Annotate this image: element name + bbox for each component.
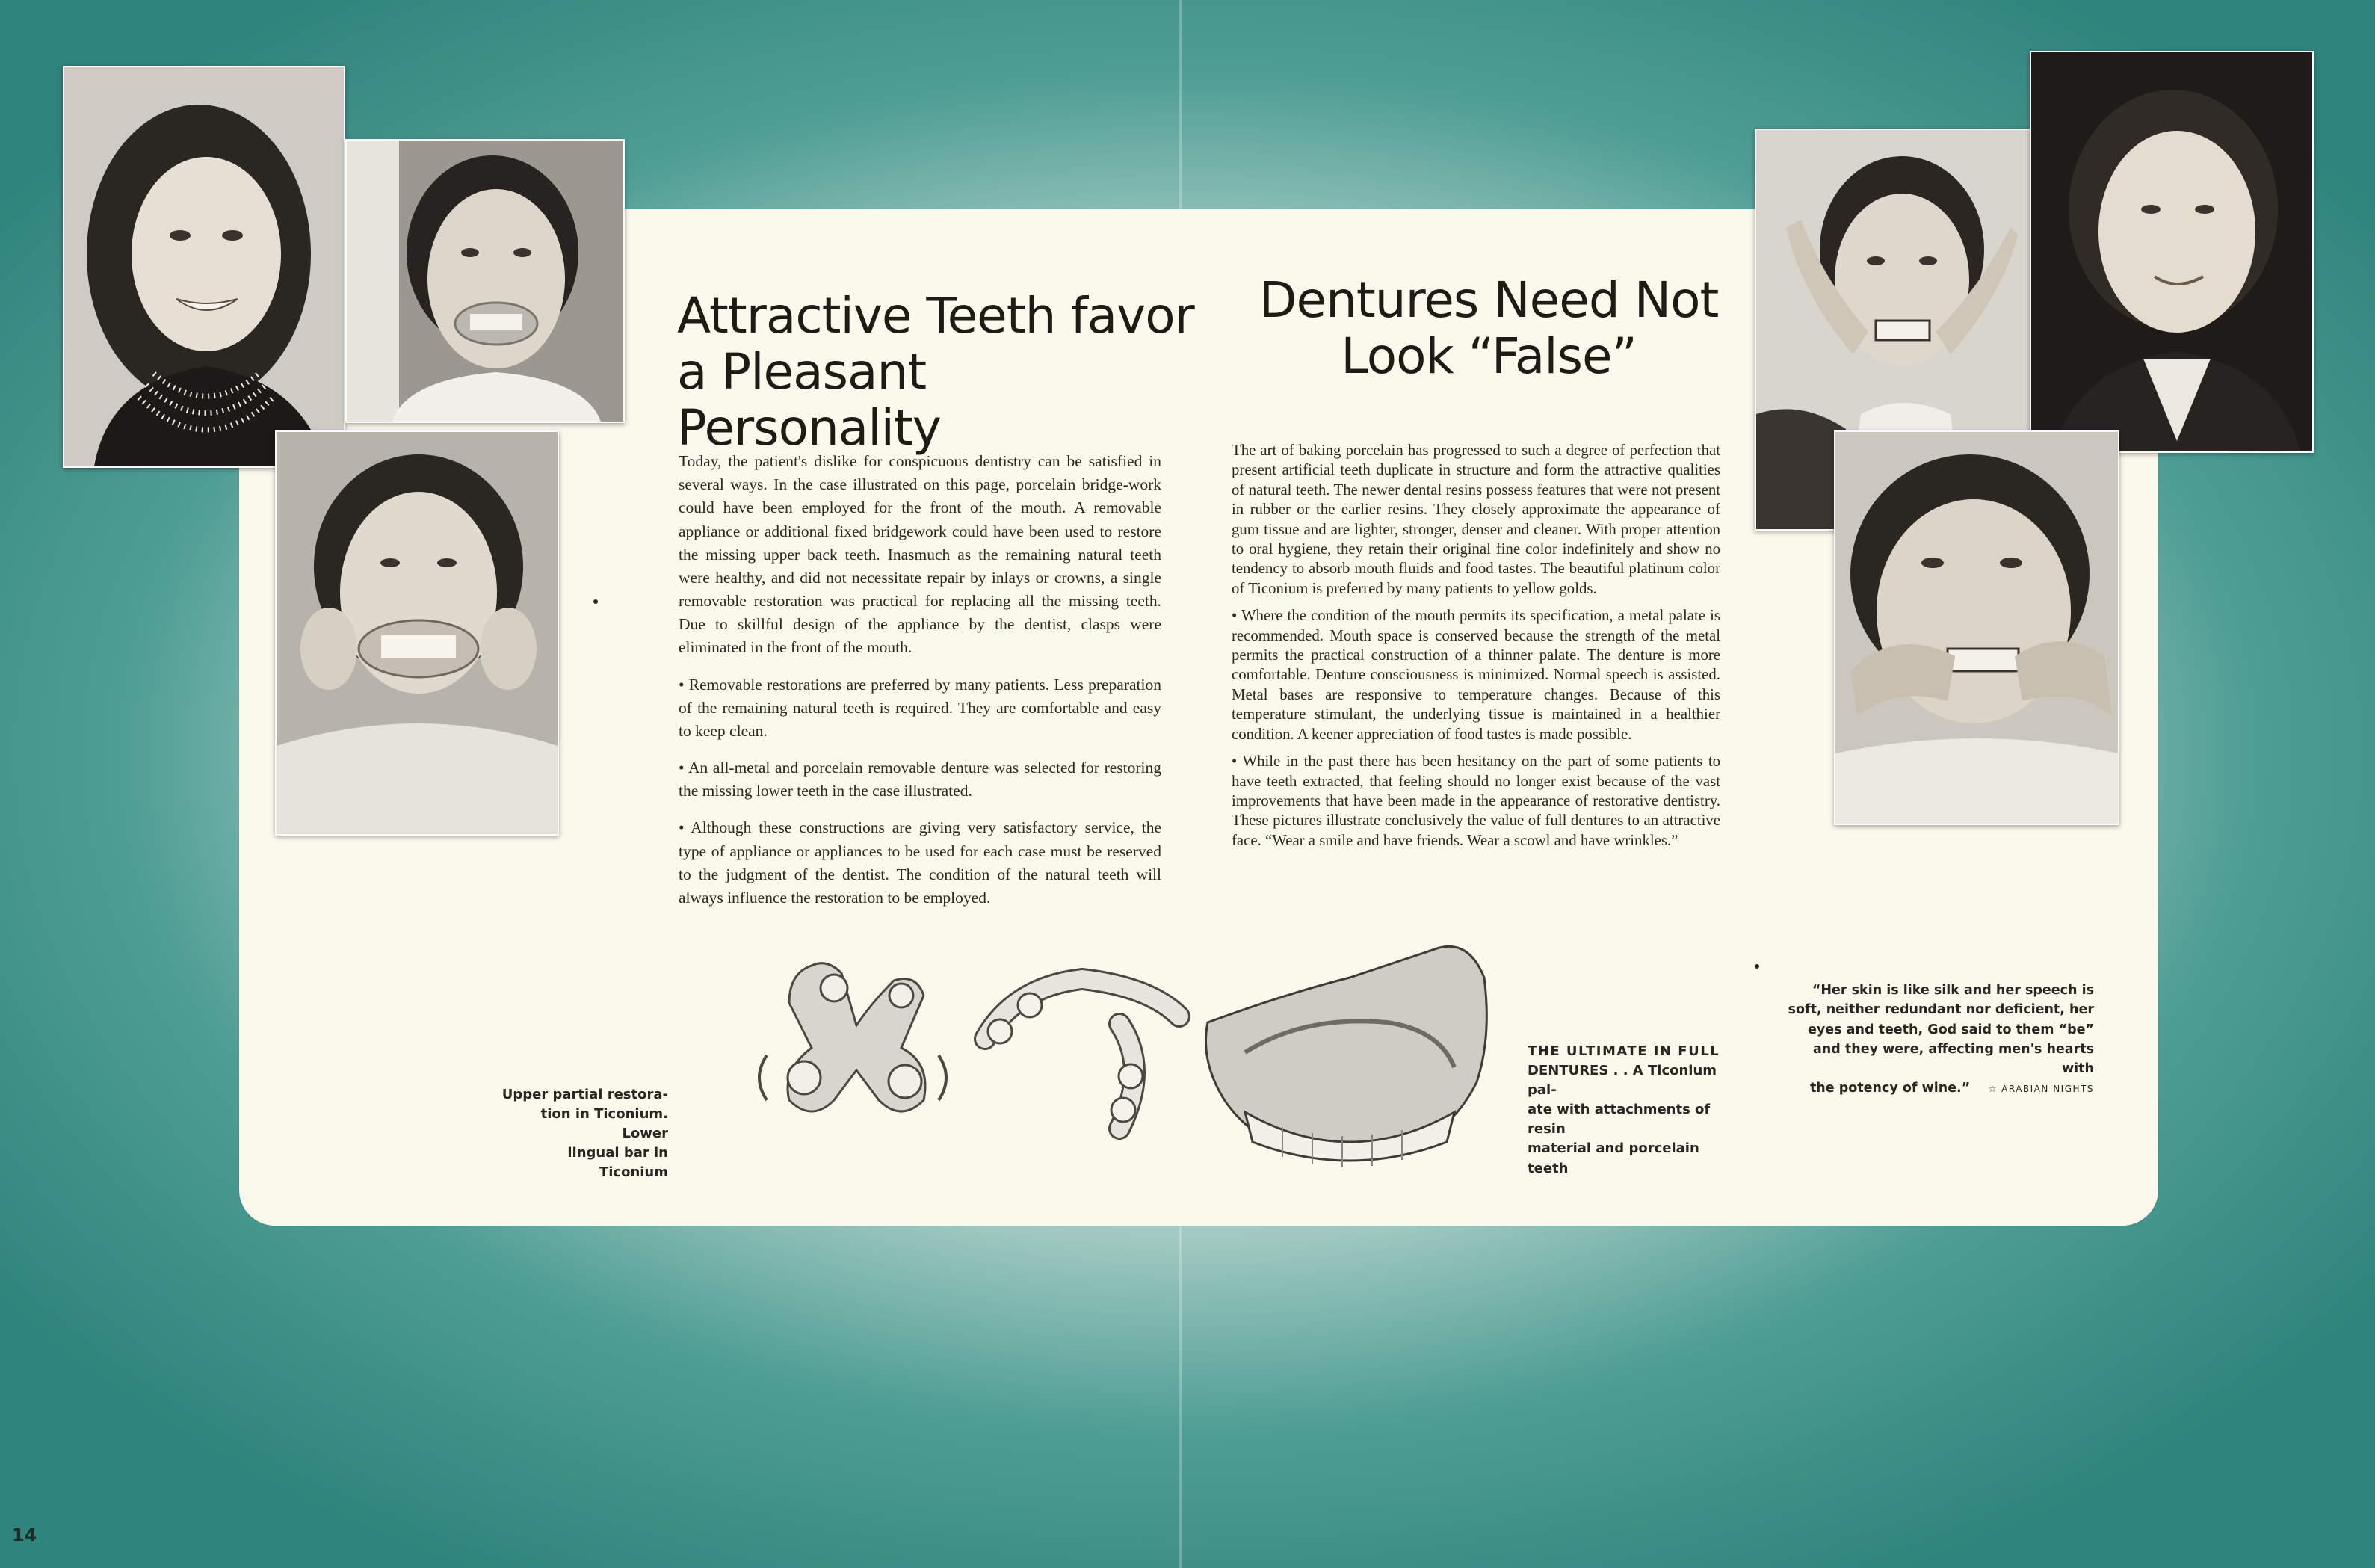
right-caption-line3: ate with attachments of resin: [1528, 1102, 1711, 1138]
photo-smiling-woman-pearls: [63, 66, 345, 468]
left-caption-line2: tion in Ticonium. Lower: [540, 1106, 668, 1142]
quote-attribution: ☆ ARABIAN NIGHTS: [1988, 1084, 2094, 1095]
right-paragraph-2: • Where the condition of the mouth permits its specification, a metal palate is recommended. Mouth space is conserved because the strength of the metal permits the practical construction of a thinner palate. The denture is more comfortable. Denture consciousness is minimized. Normal speech is assisted. Metal bases are responsive to temperature changes. Because of this temperature stimulant, the underlying tissue is maintained in a healthier condition. A keener appreciation of food tastes is made possible.: [1232, 607, 1720, 743]
right-caption-line4: material and porcelain teeth: [1528, 1140, 1699, 1176]
left-paragraph-1: Today, the patient's dislike for conspicuous dentistry can be satisfied in several ways. In the case illustrated on this page, porcelain bridge-work could have been employed for the front of the mouth. A removable appliance or additional fixed bridgework could have been used to restore the missing upper back teeth. Inasmuch as the remaining natural teeth were healthy, and did not necessitate repair by inlays or crowns, a single removable restoration was practical for replacing all the missing teeth. Due to skillful design of the appliance by the dentist, clasps were eliminated in the front of the mouth.: [679, 452, 1161, 657]
decorative-dot-left: [593, 599, 598, 604]
right-caption-line2: DENTURES . . A Ticonium pal-: [1528, 1063, 1717, 1099]
right-caption: [1528, 1042, 1729, 1179]
left-body-text: [679, 450, 1161, 923]
quote-line3: eyes and teeth, God said to them “be”: [1808, 1022, 2094, 1037]
left-headline-line1: Attractive Teeth favor: [677, 287, 1194, 345]
left-caption: [496, 1085, 668, 1182]
quote-line5: the potency of wine.”: [1809, 1081, 1971, 1096]
photo-woman-cheek-retractor-top: [345, 139, 625, 423]
photo-woman-denture-insertion: [1834, 430, 2119, 825]
full-denture-illustration: [1200, 933, 1499, 1172]
quote-line4: and they were, affecting men's hearts with: [1812, 1041, 2094, 1076]
photo-woman-cheek-retractor-bottom: [275, 430, 559, 836]
upper-partial-restoration-illustration: [744, 958, 961, 1130]
left-headline-line2: a Pleasant Personality: [677, 343, 941, 457]
right-caption-line1: THE ULTIMATE IN FULL: [1528, 1043, 1720, 1059]
arabian-nights-quote: [1786, 981, 2094, 1099]
left-caption-line3: lingual bar in Ticonium: [567, 1145, 668, 1181]
page-number: 14: [12, 1525, 37, 1546]
quote-line2: soft, neither redundant nor deficient, her: [1788, 1002, 2094, 1018]
photo-older-woman-portrait: [2030, 51, 2314, 453]
left-headline: [677, 288, 1200, 457]
left-paragraph-2: • Removable restorations are preferred by many patients. Less preparation of the remaining natural teeth is required. They are comfortable and easy to keep clean.: [679, 675, 1161, 740]
left-paragraph-4: • Although these constructions are giving very satisfactory service, the type of appliance or appliances to be used for each case must be reserved to the judgment of the dentist. The condition of the natural teeth will always influence the restoration to be employed.: [679, 818, 1161, 907]
right-paragraph-3: • While in the past there has been hesitancy on the part of some patients to have teeth extracted, that feeling should no longer exist because of the vast improvements that have been made in the appearance of restorative dentistry. These pictures illustrate conclusively the value of full dentures to an attractive face. “Wear a smile and have friends. Wear a scowl and have wrinkles.”: [1232, 753, 1720, 849]
lower-lingual-bar-illustration: [970, 964, 1194, 1143]
right-headline-line2: Look “False”: [1341, 327, 1637, 386]
decorative-dot-right: [1755, 964, 1759, 969]
right-body-text: [1232, 441, 1720, 864]
left-paragraph-3: • An all-metal and porcelain removable denture was selected for restoring the missing lower teeth in the case illustrated.: [679, 759, 1161, 800]
left-caption-line1: Upper partial restora-: [501, 1087, 668, 1102]
right-headline: [1227, 272, 1750, 384]
quote-line1: “Her skin is like silk and her speech is: [1812, 983, 2094, 998]
right-headline-line1: Dentures Need Not: [1258, 271, 1719, 329]
quote-line5-with-attribution: [1786, 1078, 2094, 1098]
right-paragraph-1: The art of baking porcelain has progressed to such a degree of perfection that present artificial teeth duplicate in structure and form the attractive qualities of natural teeth. The newer dental resins possess features that were not present in rubber or the earlier resins. They closely approximate the appearance of gum tissue and are lighter, stronger, denser and cleaner. With proper attention to oral hygiene, they retain their original fine color indefinitely and show no tendency to absorb mouth fluids and food tastes. The beautiful platinum color of Ticonium is preferred by many patients to yellow golds.: [1232, 442, 1720, 597]
